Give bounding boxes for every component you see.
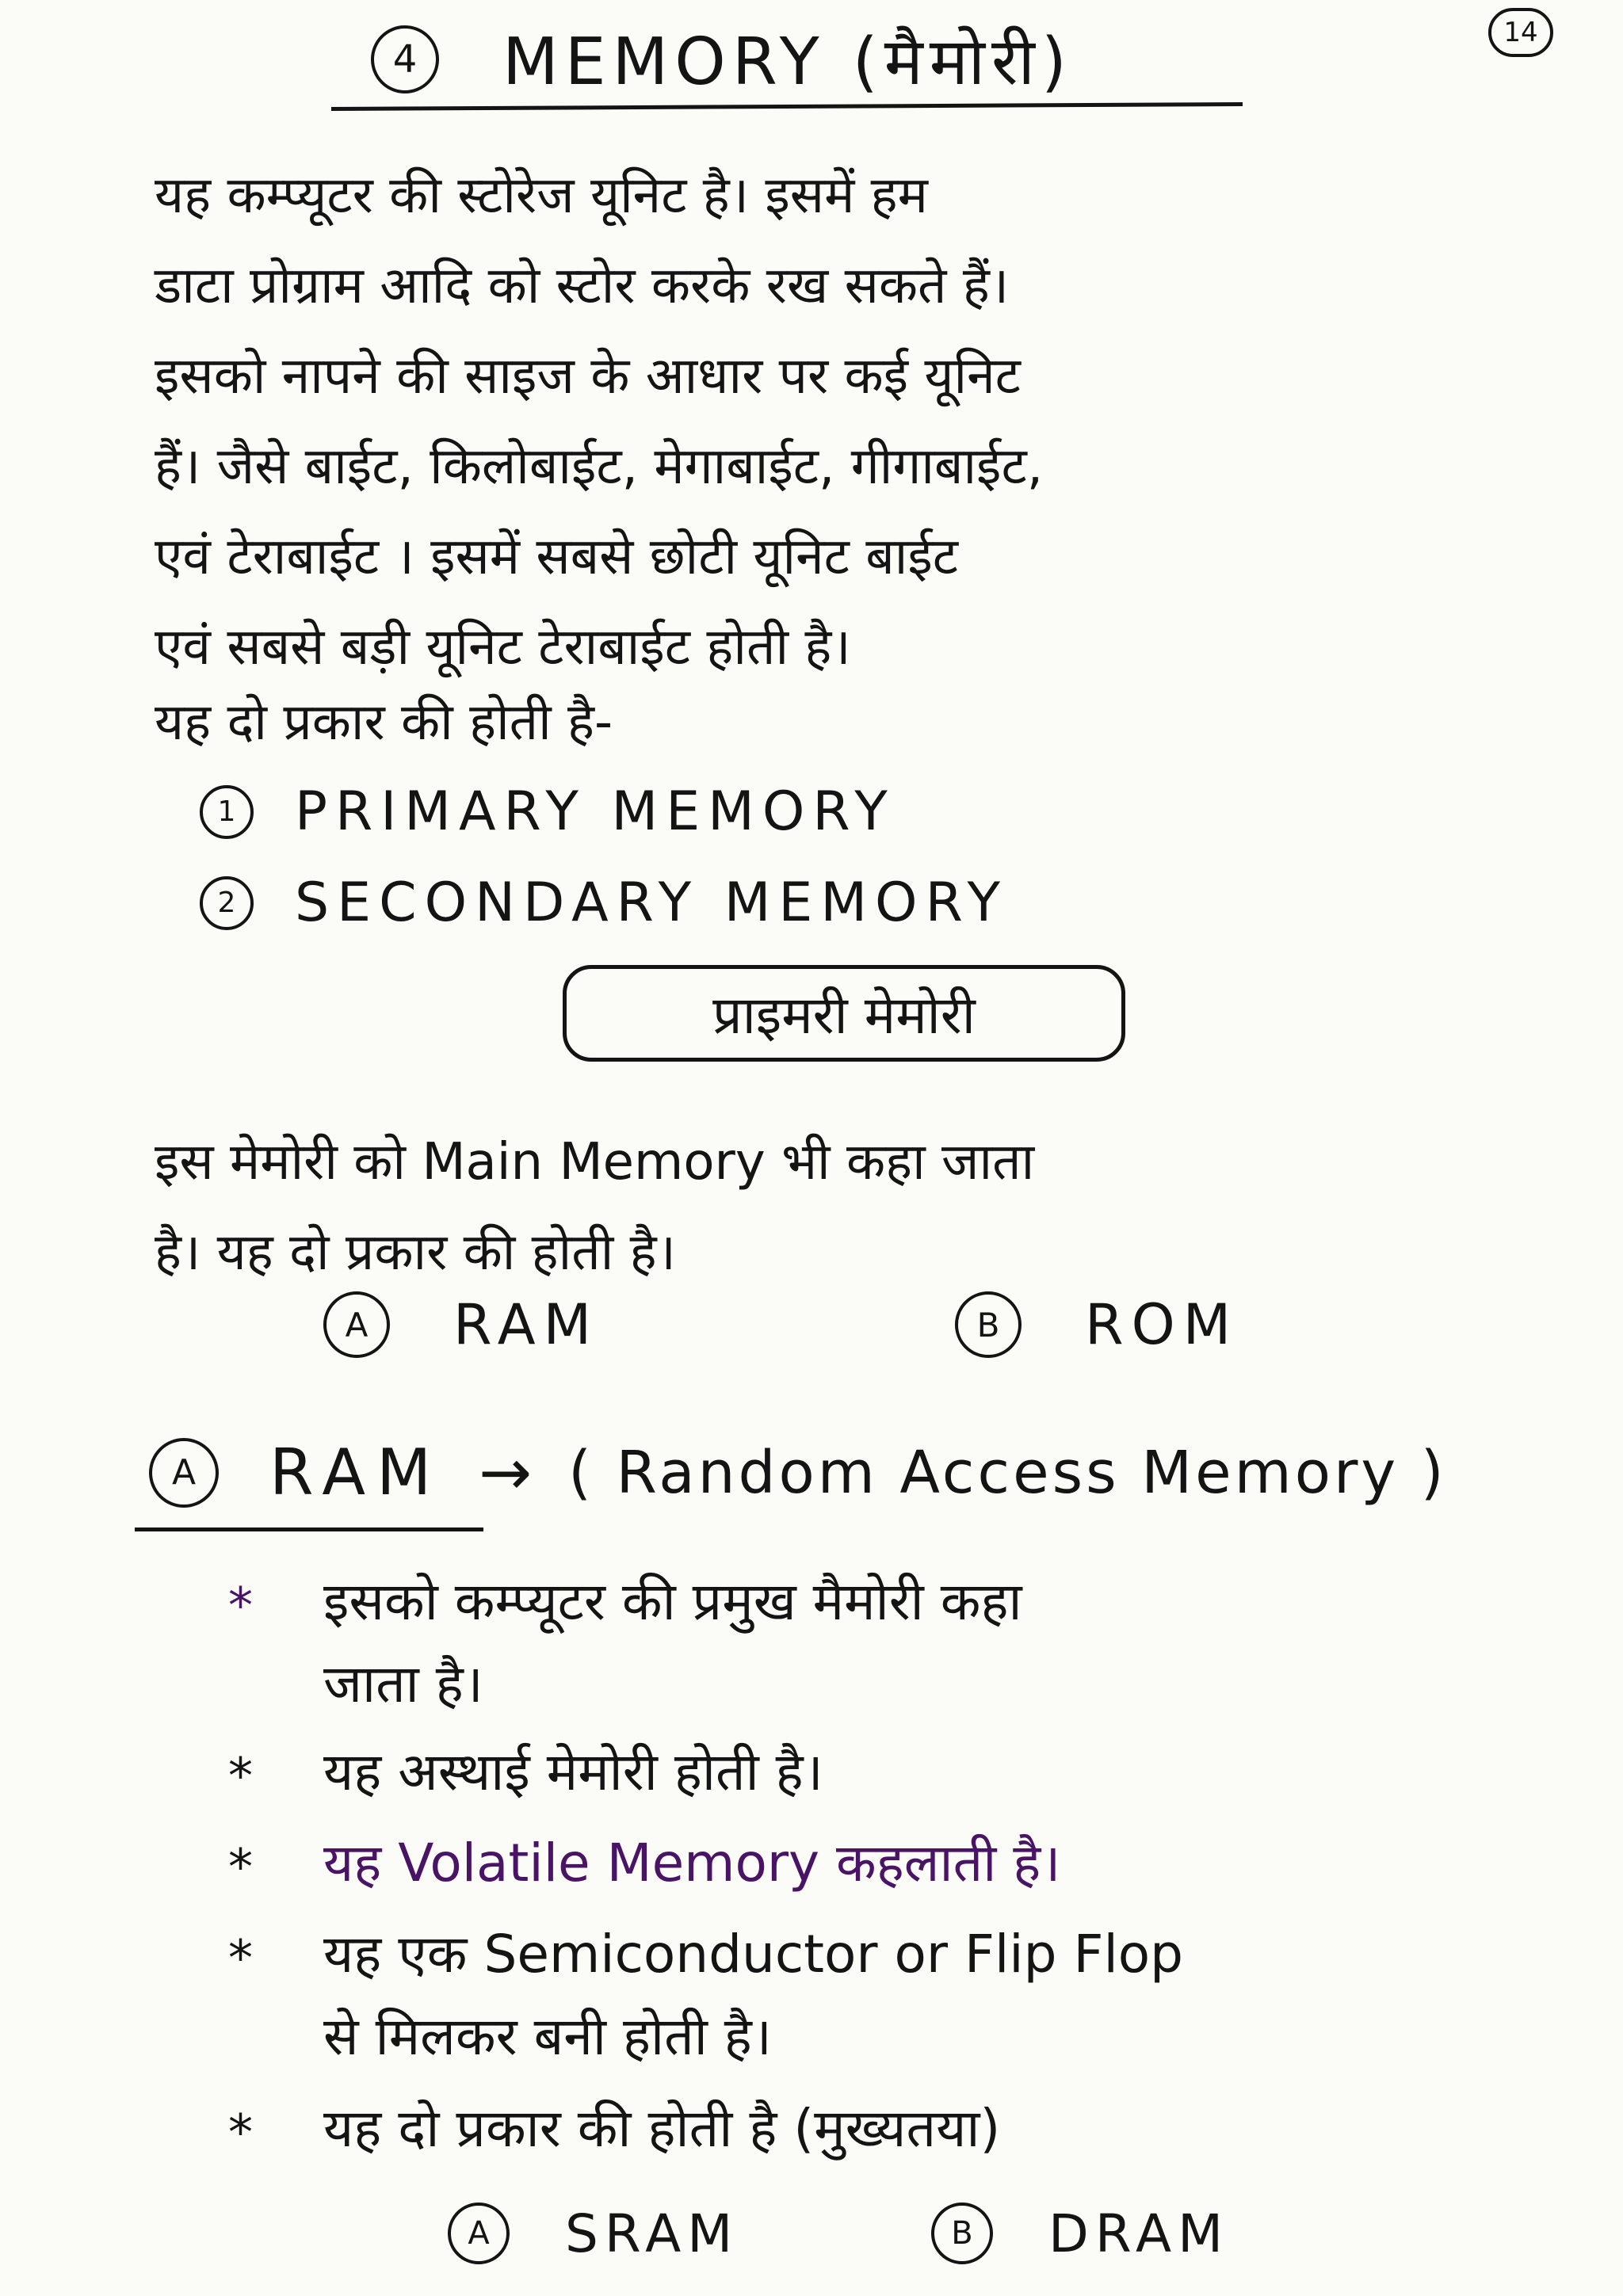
title-number: 4 bbox=[371, 25, 439, 93]
point-line: से मिलकर बनी होती है। bbox=[323, 2006, 772, 2067]
point-line: इसको कम्प्यूटर की प्रमुख मैमोरी कहा bbox=[323, 1571, 1022, 1632]
point-line: जाता है। bbox=[323, 1653, 483, 1714]
list-number: 2 bbox=[200, 876, 254, 930]
section-letter: A bbox=[149, 1438, 219, 1508]
intro-line: इसको नापने की साइज के आधार पर कई यूनिट bbox=[155, 347, 1021, 406]
ram-type-dram bbox=[931, 2203, 1229, 2264]
ram-heading bbox=[149, 1436, 1447, 1509]
ram-point-text bbox=[323, 2088, 1000, 2170]
asterisk-icon: * bbox=[228, 2103, 253, 2161]
type-letter: B bbox=[955, 1291, 1022, 1358]
asterisk-icon: * bbox=[228, 1838, 253, 1896]
primary-type-ram bbox=[323, 1291, 599, 1358]
intro-line: हैं। जैसे बाईट, किलोबाईट, मेगाबाईट, गीगाबाईट, bbox=[155, 437, 1044, 496]
ram-type-sram bbox=[448, 2203, 739, 2264]
ram-full-form: ( Random Access Memory ) bbox=[568, 1438, 1447, 1507]
title-text: MEMORY (मैमोरी) bbox=[502, 25, 1073, 100]
type-letter: B bbox=[931, 2203, 993, 2264]
point-line: यह अस्थाई मेमोरी होती है। bbox=[323, 1741, 823, 1802]
type-letter: A bbox=[448, 2203, 510, 2264]
asterisk-icon: * bbox=[228, 1929, 253, 1987]
list-label: SECONDARY MEMORY bbox=[295, 871, 1008, 934]
primary-memory-heading: प्राइमरी मेमोरी bbox=[563, 965, 1125, 1062]
arrow-icon: → bbox=[479, 1436, 533, 1509]
asterisk-icon: * bbox=[228, 1747, 253, 1805]
ram-underline bbox=[135, 1527, 483, 1531]
ram-point bbox=[228, 2098, 1001, 2170]
list-item-secondary-memory bbox=[200, 871, 1008, 934]
ram-point-text bbox=[323, 1822, 1060, 1905]
list-number: 1 bbox=[200, 785, 254, 839]
list-label: PRIMARY MEMORY bbox=[295, 780, 896, 843]
type-label: ROM bbox=[1085, 1292, 1239, 1357]
page-title bbox=[371, 16, 1073, 103]
ram-point bbox=[228, 1741, 823, 1814]
page-number: 14 bbox=[1488, 8, 1553, 57]
type-label: RAM bbox=[453, 1292, 600, 1357]
intro-paragraph bbox=[155, 151, 1549, 692]
ram-point-text bbox=[323, 1731, 823, 1814]
ram-point bbox=[228, 1833, 1061, 1905]
intro-line: डाटा प्रोग्राम आदि को स्टोर करके रख सकते हैं। bbox=[155, 257, 1010, 315]
intro-line: एवं टेराबाईट । इसमें सबसे छोटी यूनिट बाईट bbox=[155, 528, 959, 586]
types-intro: यह दो प्रकार की होती है- bbox=[155, 693, 613, 752]
intro-line: एवं सबसे बड़ी यूनिट टेराबाईट होती है। bbox=[155, 618, 851, 677]
point-line: यह दो प्रकार की होती है (मुख्यतया) bbox=[323, 2098, 1001, 2159]
intro-line: यह कम्प्यूटर की स्टोरेज यूनिट है। इसमें हम bbox=[155, 166, 928, 225]
type-label: SRAM bbox=[565, 2203, 739, 2264]
point-line: यह Volatile Memory कहलाती है। bbox=[323, 1833, 1061, 1894]
ram-point bbox=[228, 1571, 1022, 1726]
ram-point-text bbox=[323, 1561, 1022, 1726]
ram-point bbox=[228, 1924, 1184, 2078]
primary-paragraph bbox=[155, 1117, 1549, 1298]
ram-point-text bbox=[323, 1913, 1183, 2078]
type-letter: A bbox=[323, 1291, 390, 1358]
point-line: यह एक Semiconductor or Flip Flop bbox=[323, 1924, 1184, 1985]
list-item-primary-memory bbox=[200, 780, 896, 843]
primary-type-rom bbox=[955, 1291, 1239, 1358]
type-label: DRAM bbox=[1048, 2203, 1230, 2264]
ram-label: RAM bbox=[269, 1436, 443, 1509]
primary-line: इस मेमोरी को Main Memory भी कहा जाता bbox=[155, 1133, 1035, 1192]
asterisk-icon: * bbox=[228, 1577, 253, 1634]
primary-line: है। यह दो प्रकार की होती है। bbox=[155, 1223, 676, 1282]
